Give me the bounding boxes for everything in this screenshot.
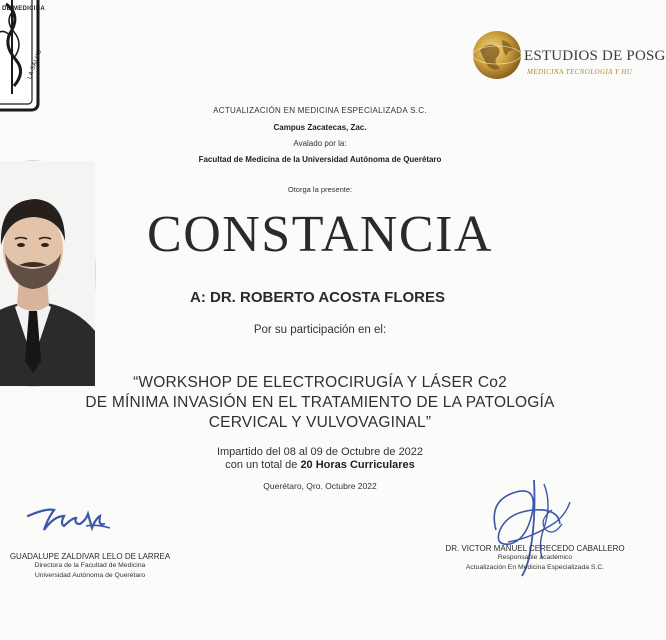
postgrad-logo-subtitle: MEDICINA TECNOLOGIA Y HU: [527, 68, 633, 76]
left-signer-name: GUADALUPE ZALDIVAR LELO DE LARREA: [9, 552, 171, 561]
grants-line: Otorga la presente:: [287, 185, 353, 194]
left-signature-block: [0, 552, 190, 581]
globe-logo-icon: [470, 28, 524, 82]
right-signer-name: DR. VICTOR MANUEL CERECEDO CABALLERO: [445, 544, 625, 553]
workshop-title-line-1: “WORKSHOP DE ELECTROCIRUGÍA Y LÁSER Co2: [133, 374, 507, 391]
postgrad-logo-title: ESTUDIOS DE POSG: [524, 48, 666, 64]
recipient-photo: [0, 160, 96, 387]
left-signature-mark: [24, 500, 120, 547]
workshop-title-line-2: DE MÍNIMA INVASIÓN EN EL TRATAMIENTO DE LA PATOLOGÍA: [85, 394, 555, 411]
recipient-name: A: DR. ROBERTO ACOSTA FLORES: [190, 289, 445, 306]
place-date: Querétaro, Qro. Octubre 2022: [263, 481, 377, 491]
seal-ring-text-top: DE MEDICINA: [2, 6, 45, 12]
course-dates: [0, 446, 640, 472]
dates-line: Impartido del 08 al 09 de Octubre de 2022: [216, 446, 424, 458]
organization-name: ACTUALIZACIÓN EN MEDICINA ESPECIALIZADA S.C.: [213, 106, 427, 115]
seal-ring-text-side: LA SALUD: [27, 48, 44, 81]
hours-prefix: con un total de: [225, 459, 301, 471]
workshop-title-line-3: CERVICAL Y VULVOVAGINAL”: [208, 414, 432, 431]
participation-line: Por su participación en el:: [253, 324, 387, 336]
certificate-title: CONSTANCIA: [147, 206, 493, 263]
left-signer-role-1: Directora de la Facultad de Medicina: [34, 562, 146, 569]
endorsed-line: Avalado por la:: [293, 139, 347, 148]
right-signature-block: [430, 544, 640, 573]
workshop-title: [30, 373, 610, 433]
hours-value: 20 Horas Curriculares: [300, 459, 415, 471]
campus-line: Campus Zacatecas, Zac.: [273, 123, 367, 132]
right-signer-role-2: Actualización En Medicina Especializada S.C.: [465, 564, 605, 571]
left-signer-role-2: Universidad Autónoma de Querétaro: [34, 572, 146, 579]
right-signer-role-1: Responsable académico: [497, 554, 573, 561]
faculty-line: Facultad de Medicina de la Universidad Autónoma de Querétaro: [198, 155, 442, 164]
